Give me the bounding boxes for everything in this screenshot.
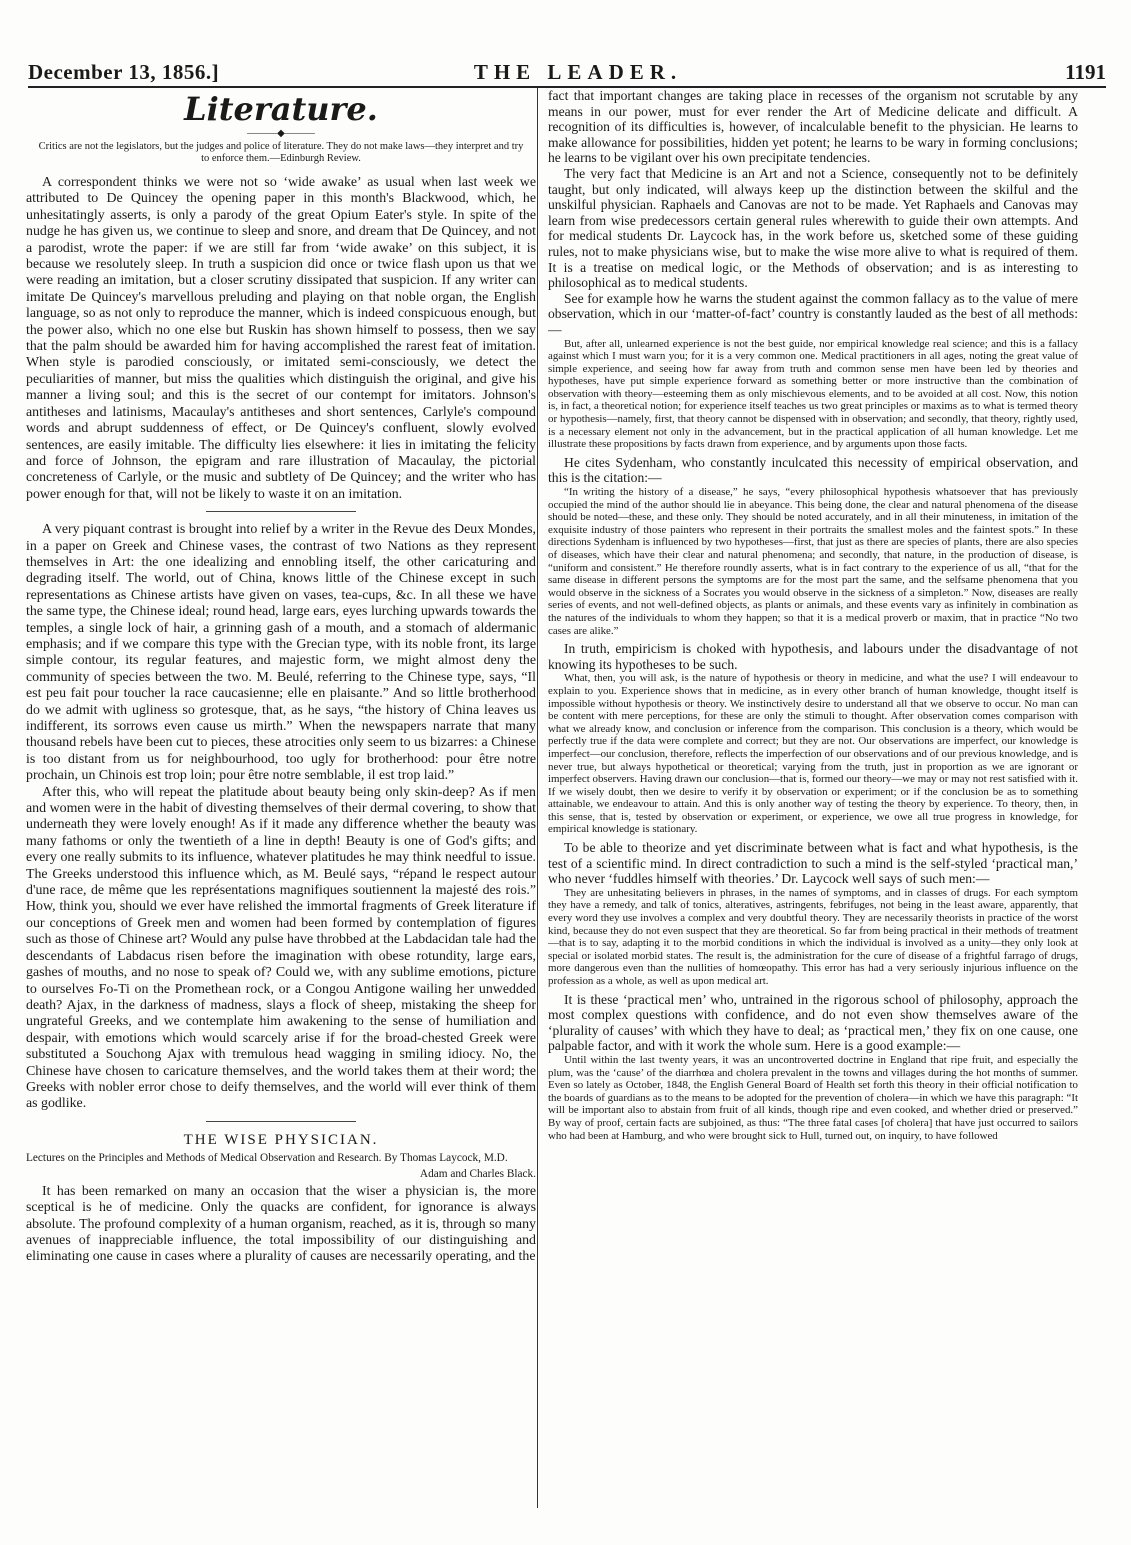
article-title: THE WISE PHYSICIAN. [183, 1131, 379, 1148]
text-block [548, 887, 1078, 988]
paragraph: After this, who will repeat the platitude about beauty being only skin-deep? As if men and women were in the habit of divesting themselves of their dermal covering, to show that underneath they were lovely enough! As if it made any difference whether the beauty was many fathoms or only the twentieth of a line in depth! Beauty is one of God's gifts; and every one really submits to its influence, whatever platitudes he may think needful to issue. The Greeks understood this influence which, as M. Beulé says, “répand le respect autour d'une race, de même que les représentations magnifiques soutiennent la majesté des rois.” How, think you, should we ever have relished the immortal fragments of Greek literature if our conceptions of Greek men and women had been formed by contemplation of figures such as those of Chinese art? Would any pulse have throbbed at the Labdacidan tale had the descendants of Labdacus risen before the imagination with obese rotundity, large ears, gashes of mouths, and no nose to speak of? Could we, with any sublime emotions, picture to ourselves Fo-Ti on the Promethean rock, or a Congou Antigone wailing her unwedded death? Ajax, in the darkness of madness, slays a flock of sheep, mistaking the sheep for ungrateful Greeks, and we contemplate him awakening to the sense of humiliation and despair, with emotions which would scarcely arise if for the broad-chested Greek were substituted a Souchong Ajax with tremulous head wagging in smiling idiocy. No, the Chinese have chosen to caricature themselves, and the world takes them at their word; the Greeks with nobler error chose to deify themselves, and the world will ever think of them as godlike. [26, 784, 536, 1112]
text-block [548, 486, 1078, 637]
book-citation: Lectures on the Principles and Methods of Medical Observation and Research. By Thomas Laycock, M.D. [26, 1151, 508, 1164]
ornament: ———◆——— [247, 128, 315, 139]
section-title: Literature. [184, 90, 378, 128]
text-block [548, 1054, 1078, 1142]
issue-date: December 13, 1856.] [28, 60, 220, 84]
section-motto: Critics are not the legislators, but the judges and police of literature. They do not make laws—they interpret and try to enforce them.—Edinburgh Review. [38, 141, 524, 164]
text-block [548, 641, 1078, 672]
paragraph: A correspondent thinks we were not so ‘wide awake’ as usual when last week we attributed to De Quincey the opening paper in this month's Blackwood, which, he unhesitatingly asserts, is only a parody of the great Opium Eater's style. In spite of the nudge he has given us, we continue to sleep and snore, and dream that De Quincey, and not a parodist, wrote the paper: if we are still far from ‘wide awake’ on this subject, it is because we resolutely sleep. In truth a suspicion did once or twice flash upon us that we were reading an imitation, but a closer scrutiny dissipated that suspicion. If any writer can imitate De Quincey's marvellous preluding and playing on that noble organ, the English language, so as not only to reproduce the manner, which is indeed conspicuous enough, but the power also, which no one else but Ruskin has shown himself to possess, then we say that the palm should be awarded him for having accomplished the rarest feat of imitation. When style is parodied consciously, or imitated semi-consciously, we detect the peculiarities of manner, but miss the qualities which distinguish the original, and give his manner a living soul; and this is the secret of our contempt for imitators. Johnson's antitheses and latinisms, Macaulay's antitheses and short sentences, Carlyle's compound words and abrupt suddenness of effect, or De Quincey's confluent, slowly evolved sentences, are easily imitable. The difficulty lies elsewhere: it lies in imitating the felicity and force of Johnson, the epigram and rare illustration of Macaulay, the pictorial concreteness of Carlyle, or the music and subtlety of De Quincey; and the writer who has power enough for that, will not be likely to waste it on an imitation. [26, 175, 536, 502]
publisher: Adam and Charles Black. [419, 1167, 536, 1180]
quotation: Until within the last twenty years, it was an uncontroverted doctrine in England that ripe fruit, and especially the plum, was the ‘cause’ of the diarrhœa and cholera prevalent in the towns and villages during the hot months of summer. Even so lately as October, 1848, the English General Board of Health set forth this theory in their official notification to the boards of guardians as to the means to be adopted for the prevention of cholera—in which we have this paragraph: “It will be important also to abstain from fruit of all kinds, though ripe and even cooked, and whether dried or preserved.” By way of proof, certain facts are subjoined, as thus: “The three fatal cases [of cholera] that have just occurred to sailors who had been at Hamburg, and who were brought sick to Hull, turned out, on inquiry, to have followed [548, 1053, 1078, 1142]
quotation: “In writing the history of a disease,” he says, “every philosophical hypothesis whatsoever that has previously occupied the mind of the author should lie in abeyance. This being done, the clear and natural phenomena of the disease should be noted—these, and these only. They should be noted accurately, and in all their minuteness, in imitation of the exquisite industry of those painters who represent in their portraits the smallest moles and the faintest spots.” In these directions Sydenham is influenced by two hypotheses—first, that just as there are species of plants, there are also species of diseases, which have their clear and natural phenomena; and secondly, that nature, in the production of disease, is “uniform and consistent.” He therefore roundly asserts, what is in fact contrary to the experience of us all, “that for the same disease in different persons the symptoms are for the most part the same, and the selfsame phenomena that you would observe in the sickness of a Socrates you would observe in the sickness of a simpleton.” Now, diseases are really series of events, and not well-defined objects, as plants or animals, and these events vary as infinitely in combination as the natures of the individuals to whom they happen; so that it is a medical proverb or maxim, that in practice “No two cases are alike.” [548, 486, 1078, 637]
text-block [548, 455, 1078, 486]
quotation: They are unhesitating believers in phrases, in the names of symptoms, and in classes of drugs. For each symptom they have a remedy, and talk of tonics, alteratives, astringents, febrifuges, not being in the least aware, apparently, that every word they use involves a complex and very doubtful theory. They are necessarily theorists in practice of the worst kind, because they do not even suspect that they are theoretical. So far from being practical in their methods of treatment—that is to say, adapting it to the morbid conditions in which the individual is involved as a unity—they only look at special or isolated morbid states. The result is, the administration for the cure of disease of a frightful farrago of drugs, more dangerous even than the nullities of homœopathy. This error has had a very seriously injurious influence on the profession as a whole, as well as upon medical art. [548, 886, 1078, 987]
text-block [548, 291, 1078, 338]
text-block [548, 88, 1078, 166]
paragraph: A very piquant contrast is brought into relief by a writer in the Revue des Deux Mondes, in a paper on Greek and Chinese vases, the contrast of two Nations as they represent themselves in Art: the one idealizing and ennobling itself, the other caricaturing and degrading itself. The world, out of China, knows little of the Chinese except in such representations as Chinese artists have given on vases, tea-cups, &c. In all these we have the same type, the Chinese ideal; round head, large ears, eyes lurching upwards towards the temples, a single lock of hair, a grinning gash of a mouth, and a stomach of aldermanic emphasis; and if we compare this type with the Grecian type, with its noble front, its large simple contour, its regular features, and majestic form, we might almost deny the community of species between the two. M. Beulé, referring to the Chinese type, says, “Il est peu fait pour toucher la race caucasienne; elle en plaisante.” And so little brotherhood do we admit with ugliness so grotesque, that, as he says, “the history of China leaves us indifferent, its sorrows even cause us mirth.” When the newspapers narrate that many thousand rebels have been cut to pieces, these atrocities only seem to us bizarres: a Chinese is too distant from us for neighbourhood, too ugly for brotherhood: pour être notre prochain, un Chinois est trop loin; pour être notre semblable, il est trop laid.” [26, 522, 536, 784]
paragraph: It is these ‘practical men’ who, untrained in the rigorous school of philosophy, approach the most complex questions with confidence, and do not even show themselves aware of the ‘plurality of causes’ with which they have to deal; as ‘practical men,’ they fix on one cause, one palpable factor, and with it work the whole sum. Here is a good example:— [548, 991, 1078, 1054]
left-column [26, 88, 536, 1505]
paragraph: To be able to theorize and yet discriminate between what is fact and what hypothesis, is the test of a scientific mind. In direct contradiction to such a mind is the self-styled ‘practical man,’ who never ‘fuddles himself with theories.’ Dr. Laycock well says of such men:— [548, 840, 1078, 887]
quotation: What, then, you will ask, is the nature of hypothesis or theory in medicine, and what the use? I will endeavour to explain to you. Experience shows that in medicine, as in every other branch of human knowledge, thought itself is impossible without hypothesis or theory. We instinctively desire to understand all that we observe to occur. No man can be content with mere perceptions, for these are only the stimuli to thought. After observation comes comparison with what we already know, and conclusion or inference from the comparison. This conclusion is a theory, which would be perfectly true if the data were complete and correct; but they are not. Our observations are imperfect, our knowledge is imperfect—our conclusion, therefore, reflects the imperfection of our observations and of our previous knowledge, and is never true, but always hypothetical or theoretical; varying from the truth, just in proportion as we are ignorant or imperfect observers. Having drawn our conclusion—that is, formed our theory—we may or may not rest satisfied with it. If we wisely doubt, then we desire to verify it by observation or experiment; or if the conclusion be as to something attainable, we endeavour to attain. And this is only another way of testing the theory by experience. To theory, then, in this sense, that is, tested by observation or experiment, or experience, we owe all true progress in knowledge, for empirical knowledge is stationary. [548, 672, 1078, 836]
text-block [548, 166, 1078, 291]
text-block [548, 840, 1078, 887]
article-opening: It has been remarked on many an occasion that the wiser a physician is, the more sceptical is he of medicine. Only the quacks are confident, for ignorance is always absolute. The profound complexity of a human organism, reached, as it is, through so many avenues of inappreciable influence, the total impossibility of our distinguishing and eliminating one cause in cases where a plurality of causes are necessarily operating, and the [26, 1183, 536, 1265]
text-block [548, 992, 1078, 1054]
newspaper-title: THE LEADER. [473, 60, 683, 84]
text-block [548, 672, 1078, 836]
divider [206, 1121, 356, 1122]
paragraph: The very fact that Medicine is an Art and not a Science, consequently not to be definitely taught, but only indicated, will always keep up the distinction between the skilful and the unskilful physician. Raphaels and Canovas are not to be made. Yet Raphaels and Canovas may learn from wise predecessors certain general rules wherewith to guide their own attempts. And for medical students Dr. Laycock has, in the work before us, sketched some of these guiding rules, not to make physicians wise, but to make the wise more alive to what is required of them. It is a treatise on medical logic, or the Methods of observation; and is as interesting to philosophical as to medical students. [548, 165, 1078, 291]
paragraph: In truth, empiricism is choked with hypothesis, and labours under the disadvantage of not knowing its hypotheses to be such. [548, 641, 1078, 672]
column-divider [537, 88, 538, 1508]
text-block [548, 338, 1078, 451]
page-number: 1191 [1065, 60, 1106, 84]
paragraph: He cites Sydenham, who constantly inculcated this necessity of empirical observation, and this is the citation:— [548, 454, 1078, 486]
right-column [548, 88, 1078, 1505]
quotation: But, after all, unlearned experience is not the best guide, nor empirical knowledge real science; and this is a fallacy against which I must warn you; for it is a very common one. Medical practitioners in all ages, noting the great value of simple experience, and seeing how far away from truth and common sense men have been led by theories and hypotheses, have put simple experience forward as something better or more instructive than the combination of observation with theory—esteeming them as only mischievous elements, and to be avoided at all cost. Now, this notion is, in fact, a theoretical notion; for experience itself teaches us two great principles or maxims as to what is termed theory or hypothesis—namely, first, that theory cannot be dispensed with in observation; and secondly, that theory, rightly used, is a necessary element not only in the advancement, but in the practical application of all human knowledge. Let me illustrate these propositions by facts drawn from experience, and by arguments upon those facts. [548, 337, 1078, 451]
paragraph: See for example how he warns the student against the common fallacy as to the value of mere observation, which in our ‘matter-of-fact’ country is constantly lauded as the best of all methods:— [548, 290, 1078, 337]
paragraph: fact that important changes are taking place in recesses of the organism not scrutable by any means in our power, must for ever render the Art of Medicine delicate and difficult. A recognition of its difficulties is, however, of incalculable benefit to the physician. He learns to make allowance for possibilities, hidden yet potent; he learns to be wary in forming conclusions; he learns to be vigilant over his own precipitate tendencies. [548, 88, 1078, 166]
page-header [28, 58, 1106, 88]
divider [206, 511, 356, 512]
